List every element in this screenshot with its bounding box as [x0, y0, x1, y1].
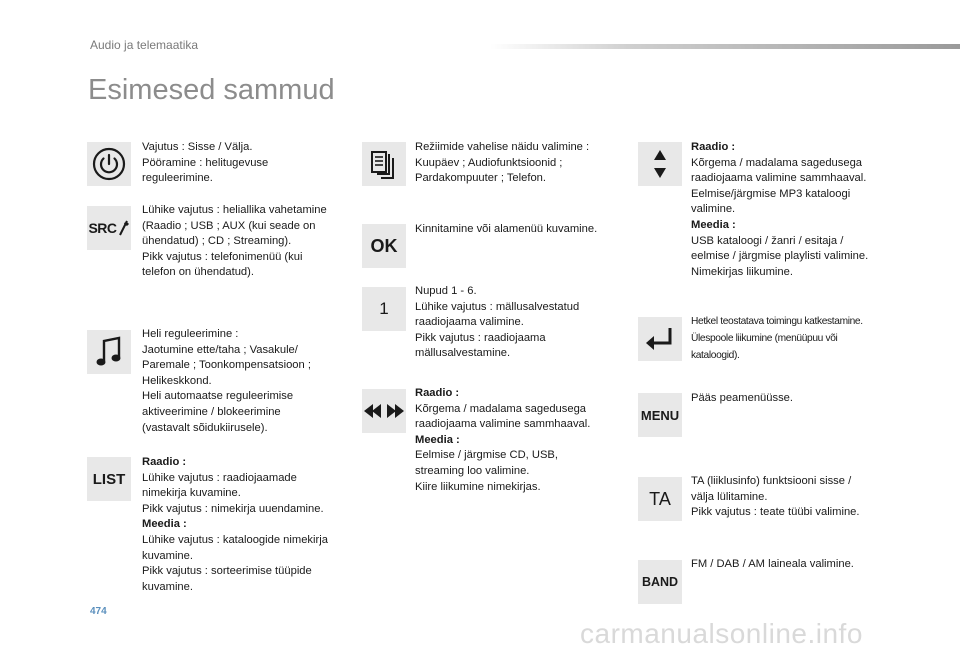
desc-line: USB kataloogi / žanri / esitaja /: [691, 234, 844, 247]
band-description: [691, 557, 854, 573]
desc-line: Pööramine : helitugevuse: [142, 156, 269, 169]
desc-line: mällusalvestamine.: [415, 347, 511, 360]
desc-line: Lühike vajutus : kataloogide nimekirja: [142, 533, 328, 546]
desc-line: Raadio :: [142, 456, 187, 468]
desc-line: Heli reguleerimine :: [142, 328, 239, 340]
desc-line: kuvamine.: [142, 549, 193, 562]
menu-label: MENU: [640, 407, 680, 423]
desc-line: raadiojaama valimine sammhaaval.: [691, 172, 867, 185]
power-icon: [87, 142, 131, 186]
desc-line: välja lülitamine.: [691, 490, 768, 503]
desc-line: Kiire liikumine nimekirjas.: [415, 480, 541, 493]
src-description: [142, 203, 327, 281]
desc-line: Heli automaatse reguleerimise: [142, 390, 294, 403]
watermark: carmanualsonline.info: [580, 618, 863, 649]
desc-line: Kõrgema / madalama sagedusega: [415, 402, 587, 415]
seek-arrows-icon: [362, 389, 406, 433]
desc-line: TA (liiklusinfo) funktsiooni sisse /: [691, 475, 852, 487]
band-label: BAND: [641, 575, 679, 589]
desc-line: Ülespoole liikumine (menüüpuu või: [691, 333, 838, 344]
desc-line: Pikk vajutus : nimekirja uuendamine.: [142, 502, 324, 515]
desc-line: Helikeskkond.: [142, 374, 212, 387]
desc-line: Eelmise / järgmise CD, USB,: [415, 449, 558, 462]
desc-line: Vajutus : Sisse / Välja.: [142, 141, 253, 153]
desc-line: Eelmise/järgmise MP3 kataloogi: [691, 187, 851, 200]
presets-description: [415, 284, 579, 362]
desc-line: Lühike vajutus : mällusalvestatud: [415, 300, 580, 313]
desc-line: kataloogid).: [691, 350, 740, 361]
desc-line: Meedia :: [415, 433, 460, 446]
ok-description: [415, 222, 597, 238]
desc-line: Jaotumine ette/taha ; Vasakule/: [142, 343, 298, 356]
desc-line: Pikk vajutus : raadiojaama: [415, 331, 546, 344]
desc-line: Lühike vajutus : heliallika vahetamine: [142, 204, 327, 216]
list-description: [142, 455, 328, 595]
src-tel-icon: [87, 206, 131, 250]
menu-description: [691, 391, 793, 407]
desc-line: raadiojaama valimine sammhaaval.: [415, 418, 591, 431]
desc-line: aktiveerimine / blokeerimine: [142, 405, 281, 418]
desc-line: Hetkel teostatava toimingu katkestamine.: [691, 316, 863, 327]
header-gradient-bar: [490, 44, 960, 49]
desc-line: eelmise / järgmise playlisti valimine.: [691, 250, 869, 263]
desc-line: Lühike vajutus : raadiojaamade: [142, 471, 297, 484]
desc-line: Nupud 1 - 6.: [415, 285, 477, 297]
src-label: SRC: [88, 220, 117, 236]
phone-icon: [118, 220, 130, 236]
desc-line: raadiojaama valimine.: [415, 316, 524, 329]
desc-line: streaming loo valimine.: [415, 464, 530, 477]
desc-line: ühendatud) ; CD ; Streaming).: [142, 235, 292, 248]
desc-line: kuvamine.: [142, 580, 193, 593]
desc-line: FM / DAB / AM laineala valimine.: [691, 558, 854, 570]
desc-line: valimine.: [691, 203, 736, 216]
desc-line: Pardakompuuter ; Telefon.: [415, 172, 547, 185]
sound-description: [142, 327, 311, 436]
desc-line: (Raadio ; USB ; AUX (kui seade on: [142, 219, 316, 232]
desc-line: Nimekirjas liikumine.: [691, 265, 793, 278]
desc-line: Paremale ; Toonkompensatsioon ;: [142, 359, 311, 372]
desc-line: Raadio :: [415, 387, 460, 399]
ok-icon: [362, 224, 406, 268]
seek-description: [415, 386, 590, 495]
band-icon: [638, 560, 682, 604]
desc-line: Režiimide vahelise näidu valimine :: [415, 141, 590, 153]
desc-line: reguleerimine.: [142, 172, 213, 185]
desc-line: Raadio :: [691, 141, 736, 153]
desc-line: Meedia :: [142, 518, 187, 531]
ta-description: [691, 474, 860, 521]
desc-line: Meedia :: [691, 218, 736, 231]
desc-line: (vastavalt sõidukiirusele).: [142, 421, 268, 434]
list-icon: [87, 457, 131, 501]
number-1-icon: [362, 287, 406, 331]
updown-description: [691, 140, 868, 280]
ta-icon: [638, 477, 682, 521]
desc-line: Kinnitamine või alamenüü kuvamine.: [415, 223, 598, 235]
desc-line: telefon on ühendatud).: [142, 266, 254, 279]
ta-label: TA: [649, 488, 671, 509]
desc-line: Kõrgema / madalama sagedusega: [691, 156, 863, 169]
desc-line: nimekirja kuvamine.: [142, 487, 241, 500]
power-description: [142, 140, 268, 187]
display-description: [415, 140, 589, 187]
display-mode-icon: [362, 142, 406, 186]
desc-line: Pikk vajutus : telefonimenüü (kui: [142, 250, 303, 263]
back-arrow-icon: [638, 317, 682, 361]
desc-line: Pikk vajutus : sorteerimise tüüpide: [142, 565, 312, 578]
up-down-arrows-icon: [638, 142, 682, 186]
music-note-icon: [87, 330, 131, 374]
desc-line: Pikk vajutus : teate tüübi valimine.: [691, 506, 860, 519]
page-number: 474: [90, 606, 107, 617]
list-label: LIST: [92, 470, 126, 488]
page-title: Esimesed sammud: [88, 74, 335, 106]
desc-line: Pääs peamenüüsse.: [691, 392, 793, 404]
desc-line: Kuupäev ; Audiofunktsioonid ;: [415, 156, 563, 169]
section-header: Audio ja telemaatika: [90, 38, 199, 52]
ok-label: OK: [370, 235, 398, 256]
number-1-label: 1: [379, 299, 389, 318]
back-description: [691, 313, 863, 364]
menu-icon: [638, 393, 682, 437]
